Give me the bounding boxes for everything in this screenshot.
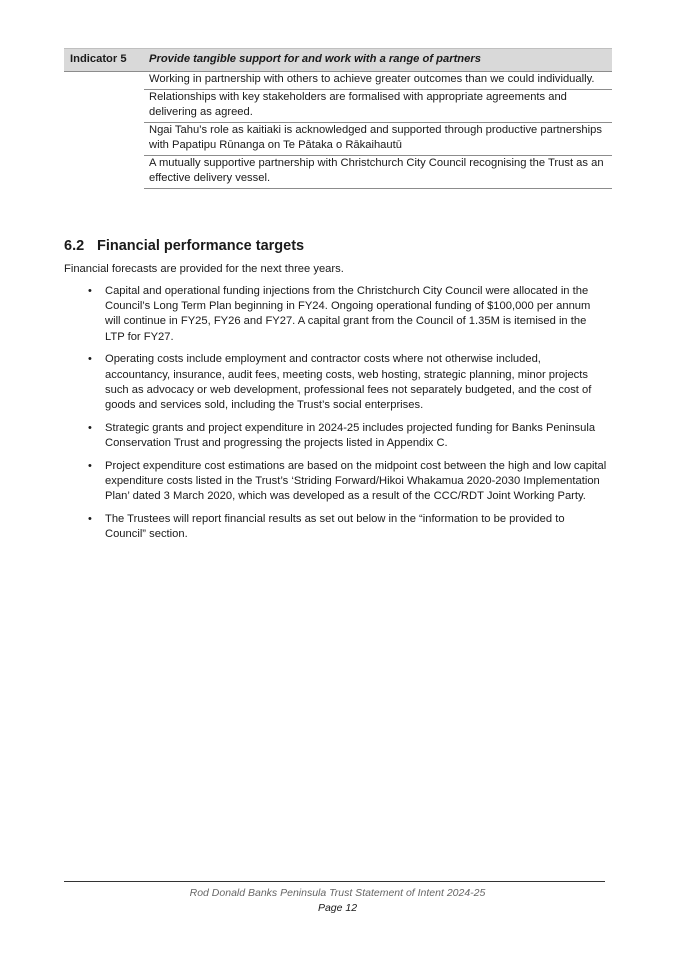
bullet-icon: •: [88, 421, 92, 434]
list-item: [88, 512, 608, 542]
bullet-icon: •: [88, 459, 92, 472]
list-item: [88, 459, 608, 505]
list-item: [88, 352, 608, 413]
indicator-measure: Working in partnership with others to achieve greater outcomes than we could individually.: [144, 72, 612, 90]
bullet-icon: •: [88, 512, 92, 525]
footer-title: Rod Donald Banks Peninsula Trust Statement of Intent 2024-25: [189, 887, 486, 899]
indicator-measure: Ngai Tahu’s role as kaitiaki is acknowledged and supported through productive partnerships with Papatipu Rūnanga on Te Pātaka o Rākaihautū: [144, 122, 612, 155]
list-item-text: Project expenditure cost estimations are based on the midpoint cost between the high and low capital expenditure costs listed in the Trust’s ‘Striding Forward/Hikoi Whakamua 2020-2030 Implementation Plan’ dated 3 March 2020, which was developed as a result of the CCC/RDT Joint Working Party.: [105, 459, 607, 502]
footer-divider: [64, 881, 605, 882]
list-item-text: The Trustees will report financial results as set out below in the “information to be provided to Council” section.: [105, 512, 565, 540]
bullet-icon: •: [88, 285, 92, 297]
list-item-text: Operating costs include employment and contractor costs where not otherwise included, accountancy, insurance, audit fees, meeting costs, web hosting, strategic planning, minor projects such as advocacy or web development, professional fees not separately budgeted, and the cost of goods and services sold, including the Trust’s social enterprises.: [105, 353, 592, 411]
list-item-text: Capital and operational funding injections from the Christchurch City Council were allocated in the Council’s Long Term Plan beginning in FY24. Ongoing operational funding of $100,000 per annum will continue in FY25, FY26 and FY27. A capital grant from the Council of 1.35M is itemised in the LTP for FY27.: [105, 285, 591, 343]
section-intro: Financial forecasts are provided for the next three years.: [64, 263, 344, 275]
indicator-measure: Relationships with key stakeholders are formalised with appropriate agreements and delivering as agreed.: [144, 89, 612, 122]
section-title: Financial performance targets: [97, 238, 305, 254]
table-row: [64, 72, 612, 90]
bullet-icon: •: [88, 353, 92, 366]
table-row: [64, 122, 612, 155]
indicator-header-row: [64, 49, 612, 72]
list-item-text: Strategic grants and project expenditure in 2024-25 includes projected funding for Banks Peninsula Conservation Trust and progressing the projects listed in Appendix C.: [105, 421, 596, 449]
indicator-table: [64, 48, 612, 189]
indicator-measure: A mutually supportive partnership with Christchurch City Council recognising the Trust as an effective delivery vessel.: [144, 155, 612, 188]
table-row: [64, 155, 612, 188]
indicator-title: Provide tangible support for and work with a range of partners: [144, 49, 612, 72]
list-item: [88, 421, 608, 451]
list-item: [88, 284, 608, 345]
page-number: Page 12: [317, 902, 358, 914]
section-heading: [64, 238, 304, 254]
section-number: 6.2: [64, 238, 85, 254]
table-row: [64, 89, 612, 122]
indicator-label: Indicator 5: [64, 49, 144, 72]
bullet-list: [88, 284, 608, 550]
